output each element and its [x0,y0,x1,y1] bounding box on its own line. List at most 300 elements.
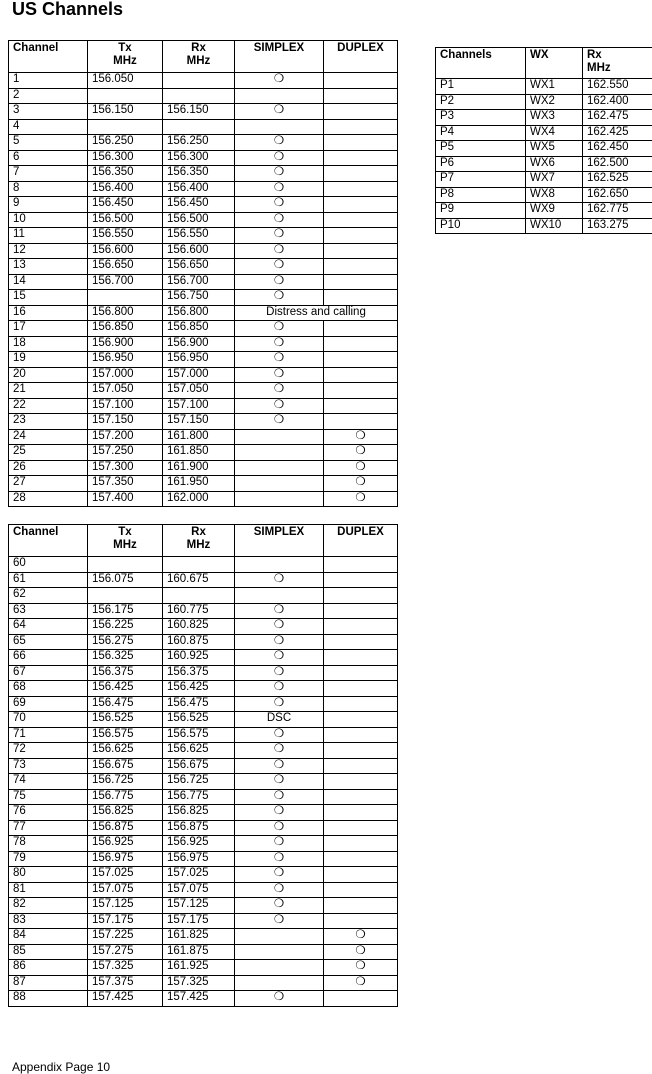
duplex-mark: ❍ [324,460,398,476]
rx-frequency: 160.675 [163,572,235,588]
rx-frequency: 157.075 [163,882,235,898]
table-row [436,172,652,188]
table-row [9,212,398,228]
channel-number: 5 [9,135,88,151]
duplex-cell [324,398,398,414]
tx-frequency: 156.400 [88,181,163,197]
simplex-cell [235,460,324,476]
simplex-mark: ❍ [235,135,324,151]
header-tx-unit: MHz [113,539,137,551]
simplex-mark: ❍ [235,352,324,368]
channel-number: 20 [9,367,88,383]
tx-frequency: 156.725 [88,774,163,790]
tx-frequency: 157.325 [88,960,163,976]
channel-number: 75 [9,789,88,805]
duplex-mark: ❍ [324,975,398,991]
wx-channel: P8 [436,187,526,203]
header-wx-rx [583,48,652,79]
duplex-cell [324,166,398,182]
duplex-cell [324,882,398,898]
table-row [9,181,398,197]
table-row [9,476,398,492]
tx-frequency: 156.500 [88,212,163,228]
rx-frequency: 156.900 [163,336,235,352]
channel-number: 60 [9,557,88,573]
channel-number: 1 [9,73,88,89]
simplex-mark: ❍ [235,181,324,197]
wx-rx-frequency: 162.775 [583,203,652,219]
wx-channel: P4 [436,125,526,141]
table-row [436,187,652,203]
duplex-cell [324,588,398,604]
simplex-mark: ❍ [235,805,324,821]
channel-number: 87 [9,975,88,991]
simplex-mark: ❍ [235,603,324,619]
channel-number: 24 [9,429,88,445]
table-header-row [436,48,652,79]
channel-number: 72 [9,743,88,759]
channel-number: 70 [9,712,88,728]
wx-name: WX10 [526,218,583,234]
duplex-cell [324,150,398,166]
tx-frequency: 156.300 [88,150,163,166]
rx-frequency: 156.150 [163,104,235,120]
rx-frequency: 156.825 [163,805,235,821]
simplex-mark: ❍ [235,789,324,805]
header-rx-label: Rx [191,526,206,538]
rx-frequency: 157.100 [163,398,235,414]
rx-frequency: 161.825 [163,929,235,945]
duplex-cell [324,867,398,883]
duplex-mark: ❍ [324,429,398,445]
table-row [9,305,398,321]
channel-number: 4 [9,119,88,135]
rx-frequency [163,73,235,89]
simplex-cell [235,557,324,573]
duplex-cell [324,634,398,650]
wx-rx-frequency: 162.550 [583,79,652,95]
table-row [436,141,652,157]
wx-rx-frequency: 162.425 [583,125,652,141]
channel-number: 26 [9,460,88,476]
channels-table-1-body [9,73,398,507]
weather-channels-table [435,47,652,234]
duplex-cell [324,789,398,805]
rx-frequency: 161.800 [163,429,235,445]
table-row [436,79,652,95]
channel-number: 17 [9,321,88,337]
tx-frequency: 156.475 [88,696,163,712]
rx-frequency: 156.425 [163,681,235,697]
channel-number: 86 [9,960,88,976]
table-row [9,398,398,414]
channels-table-2 [8,524,398,1007]
table-row [9,135,398,151]
simplex-mark: ❍ [235,398,324,414]
wx-name: WX1 [526,79,583,95]
duplex-cell [324,681,398,697]
rx-frequency: 156.700 [163,274,235,290]
header-rx-label: Rx [191,42,206,54]
tx-frequency [88,588,163,604]
duplex-cell [324,414,398,430]
duplex-mark: ❍ [324,476,398,492]
rx-frequency: 156.300 [163,150,235,166]
channel-number: 74 [9,774,88,790]
header-wx: WX [526,48,583,79]
tx-frequency: 156.150 [88,104,163,120]
simplex-mark: ❍ [235,758,324,774]
tx-frequency: 156.700 [88,274,163,290]
channels-table-1 [8,40,398,507]
table-row [9,867,398,883]
table-row [9,88,398,104]
duplex-cell [324,274,398,290]
table-row [9,414,398,430]
table-row [9,681,398,697]
channel-number: 9 [9,197,88,213]
simplex-cell [235,491,324,507]
duplex-cell [324,572,398,588]
table-row [9,836,398,852]
duplex-cell [324,352,398,368]
duplex-cell [324,650,398,666]
table-row [9,197,398,213]
header-channel: Channel [9,41,88,73]
tx-frequency: 156.075 [88,572,163,588]
tx-frequency: 156.825 [88,805,163,821]
simplex-mark: ❍ [235,851,324,867]
rx-frequency: 162.000 [163,491,235,507]
simplex-mark: ❍ [235,743,324,759]
table-row [9,944,398,960]
channel-number: 10 [9,212,88,228]
tx-frequency: 156.650 [88,259,163,275]
channel-number: 12 [9,243,88,259]
rx-frequency: 161.850 [163,445,235,461]
rx-frequency: 161.950 [163,476,235,492]
tx-frequency: 157.300 [88,460,163,476]
duplex-cell [324,212,398,228]
header-channel: Channel [9,525,88,557]
duplex-cell [324,243,398,259]
table-row [9,119,398,135]
duplex-cell [324,836,398,852]
duplex-mark: ❍ [324,929,398,945]
channel-number: 77 [9,820,88,836]
duplex-cell [324,290,398,306]
duplex-cell [324,228,398,244]
tx-frequency: 156.225 [88,619,163,635]
simplex-mark: ❍ [235,150,324,166]
tx-frequency: 156.050 [88,73,163,89]
duplex-cell [324,104,398,120]
rx-frequency: 157.325 [163,975,235,991]
table-row [9,882,398,898]
wx-rx-frequency: 162.400 [583,94,652,110]
duplex-cell [324,619,398,635]
rx-frequency: 156.625 [163,743,235,759]
rx-frequency: 161.875 [163,944,235,960]
rx-frequency: 156.850 [163,321,235,337]
simplex-mark: ❍ [235,882,324,898]
rx-frequency: 157.125 [163,898,235,914]
rx-frequency: 156.975 [163,851,235,867]
channel-number: 14 [9,274,88,290]
channel-note: Distress and calling [235,305,398,321]
channel-number: 65 [9,634,88,650]
rx-frequency: 157.150 [163,414,235,430]
tx-frequency: 156.600 [88,243,163,259]
tx-frequency: 156.450 [88,197,163,213]
channel-number: 76 [9,805,88,821]
wx-name: WX9 [526,203,583,219]
table-row [9,460,398,476]
table-row [436,125,652,141]
simplex-cell [235,476,324,492]
wx-rx-frequency: 162.650 [583,187,652,203]
channel-number: 7 [9,166,88,182]
tx-frequency [88,119,163,135]
rx-frequency: 160.825 [163,619,235,635]
tx-frequency: 156.375 [88,665,163,681]
rx-frequency: 156.925 [163,836,235,852]
table-row [9,665,398,681]
channel-number: 23 [9,414,88,430]
table-row [9,336,398,352]
tx-frequency: 157.075 [88,882,163,898]
rx-frequency: 157.425 [163,991,235,1007]
wx-rx-frequency: 162.450 [583,141,652,157]
simplex-cell [235,944,324,960]
channel-number: 63 [9,603,88,619]
simplex-cell [235,119,324,135]
tx-frequency: 157.350 [88,476,163,492]
rx-frequency [163,588,235,604]
simplex-mark: ❍ [235,336,324,352]
duplex-cell [324,119,398,135]
wx-name: WX8 [526,187,583,203]
table-row [436,156,652,172]
table-row [9,727,398,743]
duplex-cell [324,696,398,712]
header-rx [163,525,235,557]
table-row [9,104,398,120]
header-wx-rx-unit: MHz [587,62,611,74]
rx-frequency: 157.050 [163,383,235,399]
table-row [9,367,398,383]
channel-number: 61 [9,572,88,588]
tx-frequency: 157.025 [88,867,163,883]
wx-name: WX4 [526,125,583,141]
tx-frequency: 156.775 [88,789,163,805]
table-row [9,572,398,588]
table-row [9,634,398,650]
rx-frequency: 156.575 [163,727,235,743]
tx-frequency: 156.800 [88,305,163,321]
channel-number: 18 [9,336,88,352]
duplex-cell [324,603,398,619]
page-title: US Channels [12,0,124,19]
simplex-mark: ❍ [235,681,324,697]
rx-frequency: 156.675 [163,758,235,774]
simplex-mark: ❍ [235,274,324,290]
tx-frequency: 157.050 [88,383,163,399]
simplex-mark: ❍ [235,73,324,89]
duplex-cell [324,336,398,352]
channel-number: 62 [9,588,88,604]
rx-frequency: 156.800 [163,305,235,321]
simplex-mark: ❍ [235,414,324,430]
tx-frequency [88,290,163,306]
simplex-mark: ❍ [235,774,324,790]
table-row [436,110,652,126]
tx-frequency: 157.275 [88,944,163,960]
simplex-mark: ❍ [235,104,324,120]
wx-channel: P5 [436,141,526,157]
table-row [9,321,398,337]
rx-frequency: 156.400 [163,181,235,197]
rx-frequency: 157.000 [163,367,235,383]
tx-frequency: 156.875 [88,820,163,836]
table-row [9,898,398,914]
table-row [9,929,398,945]
tx-frequency: 157.225 [88,929,163,945]
tx-frequency: 156.925 [88,836,163,852]
rx-frequency: 156.875 [163,820,235,836]
header-tx-label: Tx [118,42,132,54]
tx-frequency: 156.175 [88,603,163,619]
simplex-mark: ❍ [235,572,324,588]
rx-frequency: 156.775 [163,789,235,805]
wx-rx-frequency: 162.475 [583,110,652,126]
tx-frequency: 157.425 [88,991,163,1007]
duplex-cell [324,727,398,743]
simplex-mark: ❍ [235,836,324,852]
table-row [436,203,652,219]
table-row [9,73,398,89]
channel-number: 15 [9,290,88,306]
simplex-mark: ❍ [235,619,324,635]
wx-name: WX6 [526,156,583,172]
simplex-mark: ❍ [235,898,324,914]
simplex-cell [235,445,324,461]
tx-frequency: 157.100 [88,398,163,414]
rx-frequency: 161.925 [163,960,235,976]
tx-frequency: 156.525 [88,712,163,728]
tx-frequency: 156.900 [88,336,163,352]
channel-number: 78 [9,836,88,852]
channel-number: 21 [9,383,88,399]
tx-frequency: 156.850 [88,321,163,337]
duplex-cell [324,135,398,151]
simplex-mark: ❍ [235,321,324,337]
header-channels: Channels [436,48,526,79]
table-row [9,619,398,635]
wx-channel: P9 [436,203,526,219]
duplex-cell [324,259,398,275]
channel-number: 69 [9,696,88,712]
duplex-cell [324,991,398,1007]
channel-number: 85 [9,944,88,960]
tx-frequency: 156.250 [88,135,163,151]
table-row [9,383,398,399]
channel-number: 13 [9,259,88,275]
table-row [9,228,398,244]
rx-frequency: 156.750 [163,290,235,306]
rx-frequency: 161.900 [163,460,235,476]
rx-frequency: 160.925 [163,650,235,666]
header-duplex: DUPLEX [324,41,398,73]
simplex-mark: ❍ [235,290,324,306]
table-row [9,975,398,991]
channel-number: 84 [9,929,88,945]
table-row [9,429,398,445]
tx-frequency: 157.125 [88,898,163,914]
wx-name: WX3 [526,110,583,126]
table-row [436,218,652,234]
channel-number: 73 [9,758,88,774]
simplex-cell [235,929,324,945]
duplex-mark: ❍ [324,960,398,976]
duplex-cell [324,851,398,867]
table-row [9,913,398,929]
rx-frequency: 156.500 [163,212,235,228]
duplex-cell [324,367,398,383]
header-rx [163,41,235,73]
tx-frequency: 156.625 [88,743,163,759]
table-row [9,805,398,821]
tx-frequency: 157.400 [88,491,163,507]
rx-frequency [163,119,235,135]
duplex-cell [324,743,398,759]
channel-number: 16 [9,305,88,321]
simplex-mark: ❍ [235,243,324,259]
table-row [9,820,398,836]
simplex-cell [235,975,324,991]
duplex-cell [324,805,398,821]
table-row [9,491,398,507]
page-footer: Appendix Page 10 [12,1060,111,1074]
simplex-mark: ❍ [235,820,324,836]
simplex-mark: ❍ [235,166,324,182]
wx-channel: P2 [436,94,526,110]
rx-frequency: 156.550 [163,228,235,244]
table-row [9,290,398,306]
table-row [9,774,398,790]
simplex-mark: ❍ [235,634,324,650]
rx-frequency: 157.025 [163,867,235,883]
channel-number: 83 [9,913,88,929]
tx-frequency: 157.250 [88,445,163,461]
rx-frequency: 156.950 [163,352,235,368]
header-duplex: DUPLEX [324,525,398,557]
simplex-note: DSC [235,712,324,728]
wx-channel: P1 [436,79,526,95]
simplex-mark: ❍ [235,665,324,681]
header-rx-unit: MHz [186,539,211,551]
channels-table-2-body [9,557,398,1007]
channel-number: 68 [9,681,88,697]
simplex-cell [235,429,324,445]
table-row [9,243,398,259]
channel-number: 64 [9,619,88,635]
simplex-mark: ❍ [235,259,324,275]
wx-channel: P3 [436,110,526,126]
simplex-mark: ❍ [235,727,324,743]
table-row [9,445,398,461]
table-row [9,650,398,666]
